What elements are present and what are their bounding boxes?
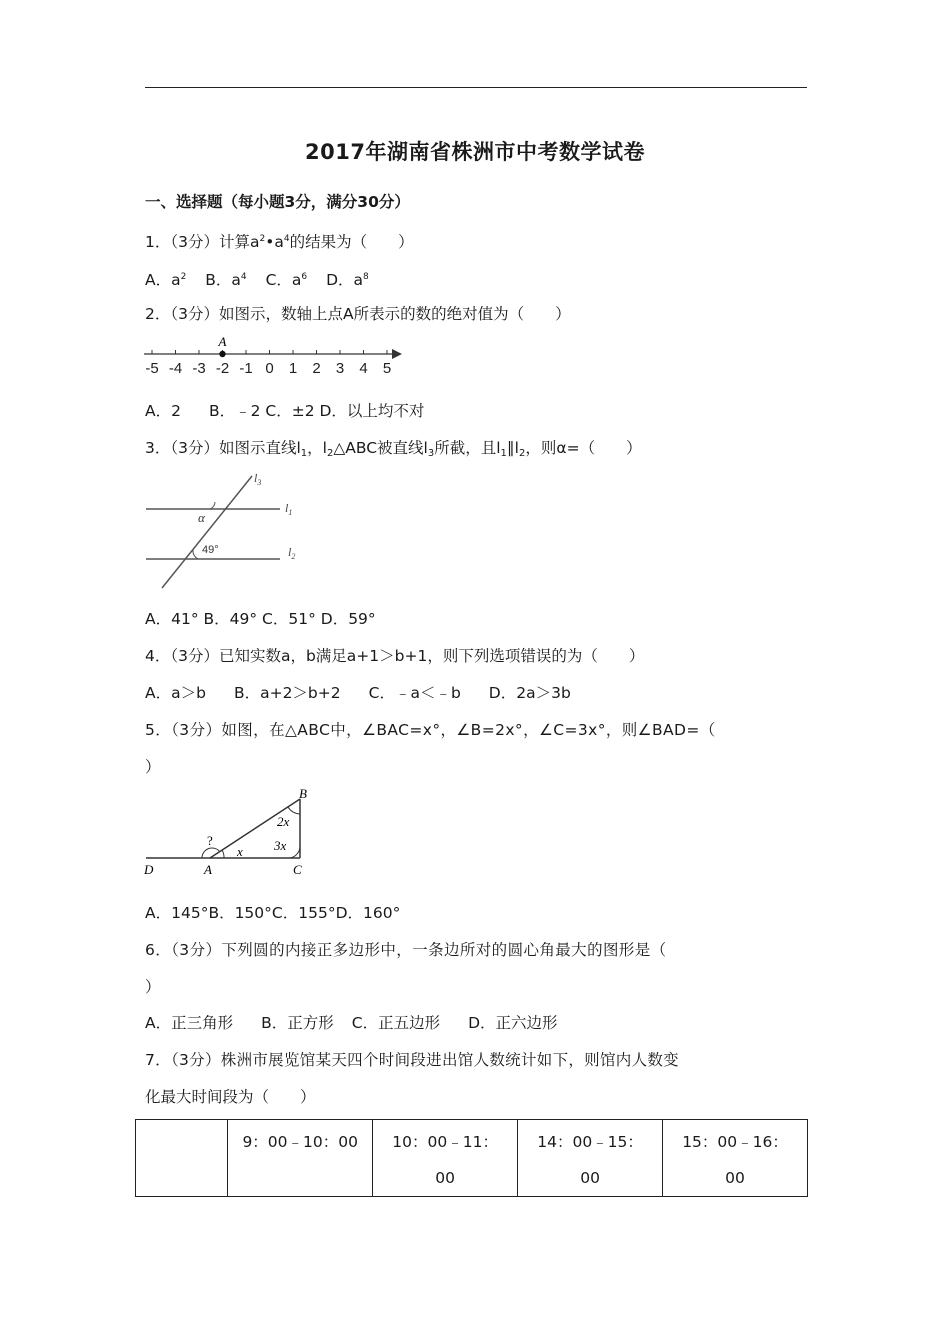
question-1 <box>145 228 414 253</box>
question-4: 4．（3分）已知实数a，b满足a+1＞b+1，则下列选项错误的为（ ） <box>145 647 645 665</box>
q5-options: A．145°B．150°C．155°D．160° <box>145 904 401 922</box>
table-header-cell <box>136 1120 228 1197</box>
q4-option-b: B．a+2＞b+2 <box>233 684 341 702</box>
angle-c-arc <box>290 846 300 858</box>
q2-option-bcd: B．﹣2 C．±2 D．以上均不对 <box>208 402 425 420</box>
q4-option-c: C．﹣a＜﹣b <box>368 684 461 702</box>
number-line-arrow <box>392 349 402 359</box>
angle-b-arc <box>288 807 300 814</box>
l2-label: $l_2$ <box>288 545 296 561</box>
question-2: 2．（3分）如图示，数轴上点A所表示的数的绝对值为（ ） <box>145 305 571 323</box>
q6-options <box>145 1012 572 1034</box>
table-header-cell: 9：00﹣10：00 <box>228 1120 373 1197</box>
parallel-lines-figure <box>140 470 310 592</box>
q2-options <box>145 400 424 422</box>
triangle-figure <box>140 784 330 884</box>
visitor-table <box>135 1119 808 1197</box>
table-header-row <box>136 1120 808 1197</box>
q4-options <box>145 682 585 704</box>
number-line-tick-label: 1 <box>288 360 298 377</box>
angle-49-arc <box>193 550 198 559</box>
number-line-tick-label: 0 <box>265 360 274 377</box>
question-3: 3．（3分）如图示直线$l_1$，$l_2\triangle ABC$被直线$l_3$所截，且$l_1\parallel l_2$，则α=（ ） <box>145 439 642 459</box>
number-line-tick-label: -3 <box>192 360 206 377</box>
q4-option-d: D．2a＞3b <box>488 684 571 702</box>
q1-stem-a: 1．（3分）计算a <box>145 233 260 251</box>
number-line-figure <box>140 336 410 380</box>
alpha-label: α <box>198 510 205 525</box>
vertex-b-label: B <box>299 786 307 801</box>
table-header-cell: 14：00﹣15： 00 <box>518 1120 663 1197</box>
question-7: 7．（3分）株洲市展览馆某天四个时间段进出馆人数统计如下，则馆内人数变 <box>145 1051 679 1069</box>
table-header-cell: 10：00﹣11： 00 <box>373 1120 518 1197</box>
q6-option-c: C．正五边形 <box>351 1014 441 1032</box>
q1-option-b: B．$a^4$ <box>205 271 247 289</box>
q3-options: A．41° B．49° C．51° D．59° <box>145 610 376 628</box>
page-title: 2017年湖南省株洲市中考数学试卷 <box>305 140 645 164</box>
number-line-tick-label: -2 <box>215 360 230 377</box>
q2-option-a: A．2 <box>145 402 181 420</box>
q1-mid: •a <box>265 233 284 251</box>
question-7-cont: 化最大时间段为（ ） <box>145 1088 316 1106</box>
q1-option-a: A．$a^2$ <box>145 271 187 289</box>
line-l3 <box>162 476 252 588</box>
vertex-d-label: D <box>144 862 154 877</box>
q1-exp1: 2 <box>259 234 266 244</box>
header-rule <box>145 87 807 88</box>
q6-option-b: B．正方形 <box>261 1014 334 1032</box>
question-6: 6．（3分）下列圆的内接正多边形中，一条边所对的圆心角最大的图形是（ <box>145 941 667 959</box>
number-line-tick-label: -4 <box>168 360 183 377</box>
q1-options <box>145 266 383 291</box>
question-5-cont: ） <box>145 758 161 776</box>
question-5: 5．（3分）如图，在△ABC中，∠BAC=x°，∠B=2x°，∠C=3x°，则∠BAD=（ <box>145 721 716 739</box>
number-line-tick-label: 3 <box>335 360 345 377</box>
l1-label: $l_1$ <box>285 501 293 517</box>
alpha-arc <box>210 502 215 509</box>
q4-option-a: A．a＞b <box>145 684 206 702</box>
q1-exp2: 4 <box>283 234 290 244</box>
angle-x-label: x <box>237 844 243 859</box>
q6-option-a: A．正三角形 <box>145 1014 234 1032</box>
table-header-cell: 15：00﹣16： 00 <box>663 1120 808 1197</box>
number-line-tick-label: 4 <box>359 360 368 377</box>
angle-3x-label: 3x <box>274 838 287 853</box>
section-heading: 一、选择题（每小题3分，满分30分） <box>145 193 410 211</box>
number-line-tick-label: 2 <box>312 360 321 377</box>
q1-stem-b: 的结果为（ ） <box>289 233 414 251</box>
question-6-cont: ） <box>145 978 161 996</box>
vertex-c-label: C <box>293 862 302 877</box>
q6-option-d: D．正六边形 <box>468 1014 558 1032</box>
angle-question-label: ? <box>207 833 213 848</box>
number-line-tick-label: 5 <box>382 360 392 377</box>
angle-x-arc <box>222 850 224 858</box>
q1-option-d: D．$a^8$ <box>326 271 369 289</box>
number-line-tick-label: -5 <box>145 360 159 377</box>
q1-option-c: C．$a^6$ <box>265 271 308 289</box>
angle-49-label: 49° <box>202 544 219 556</box>
angle-2x-label: 2x <box>277 814 290 829</box>
point-a-marker <box>219 351 225 357</box>
vertex-a-label: A <box>204 862 212 877</box>
l3-label: $l_3$ <box>254 471 262 487</box>
point-a-label: A <box>218 336 227 349</box>
number-line-tick-label: -1 <box>239 360 253 377</box>
